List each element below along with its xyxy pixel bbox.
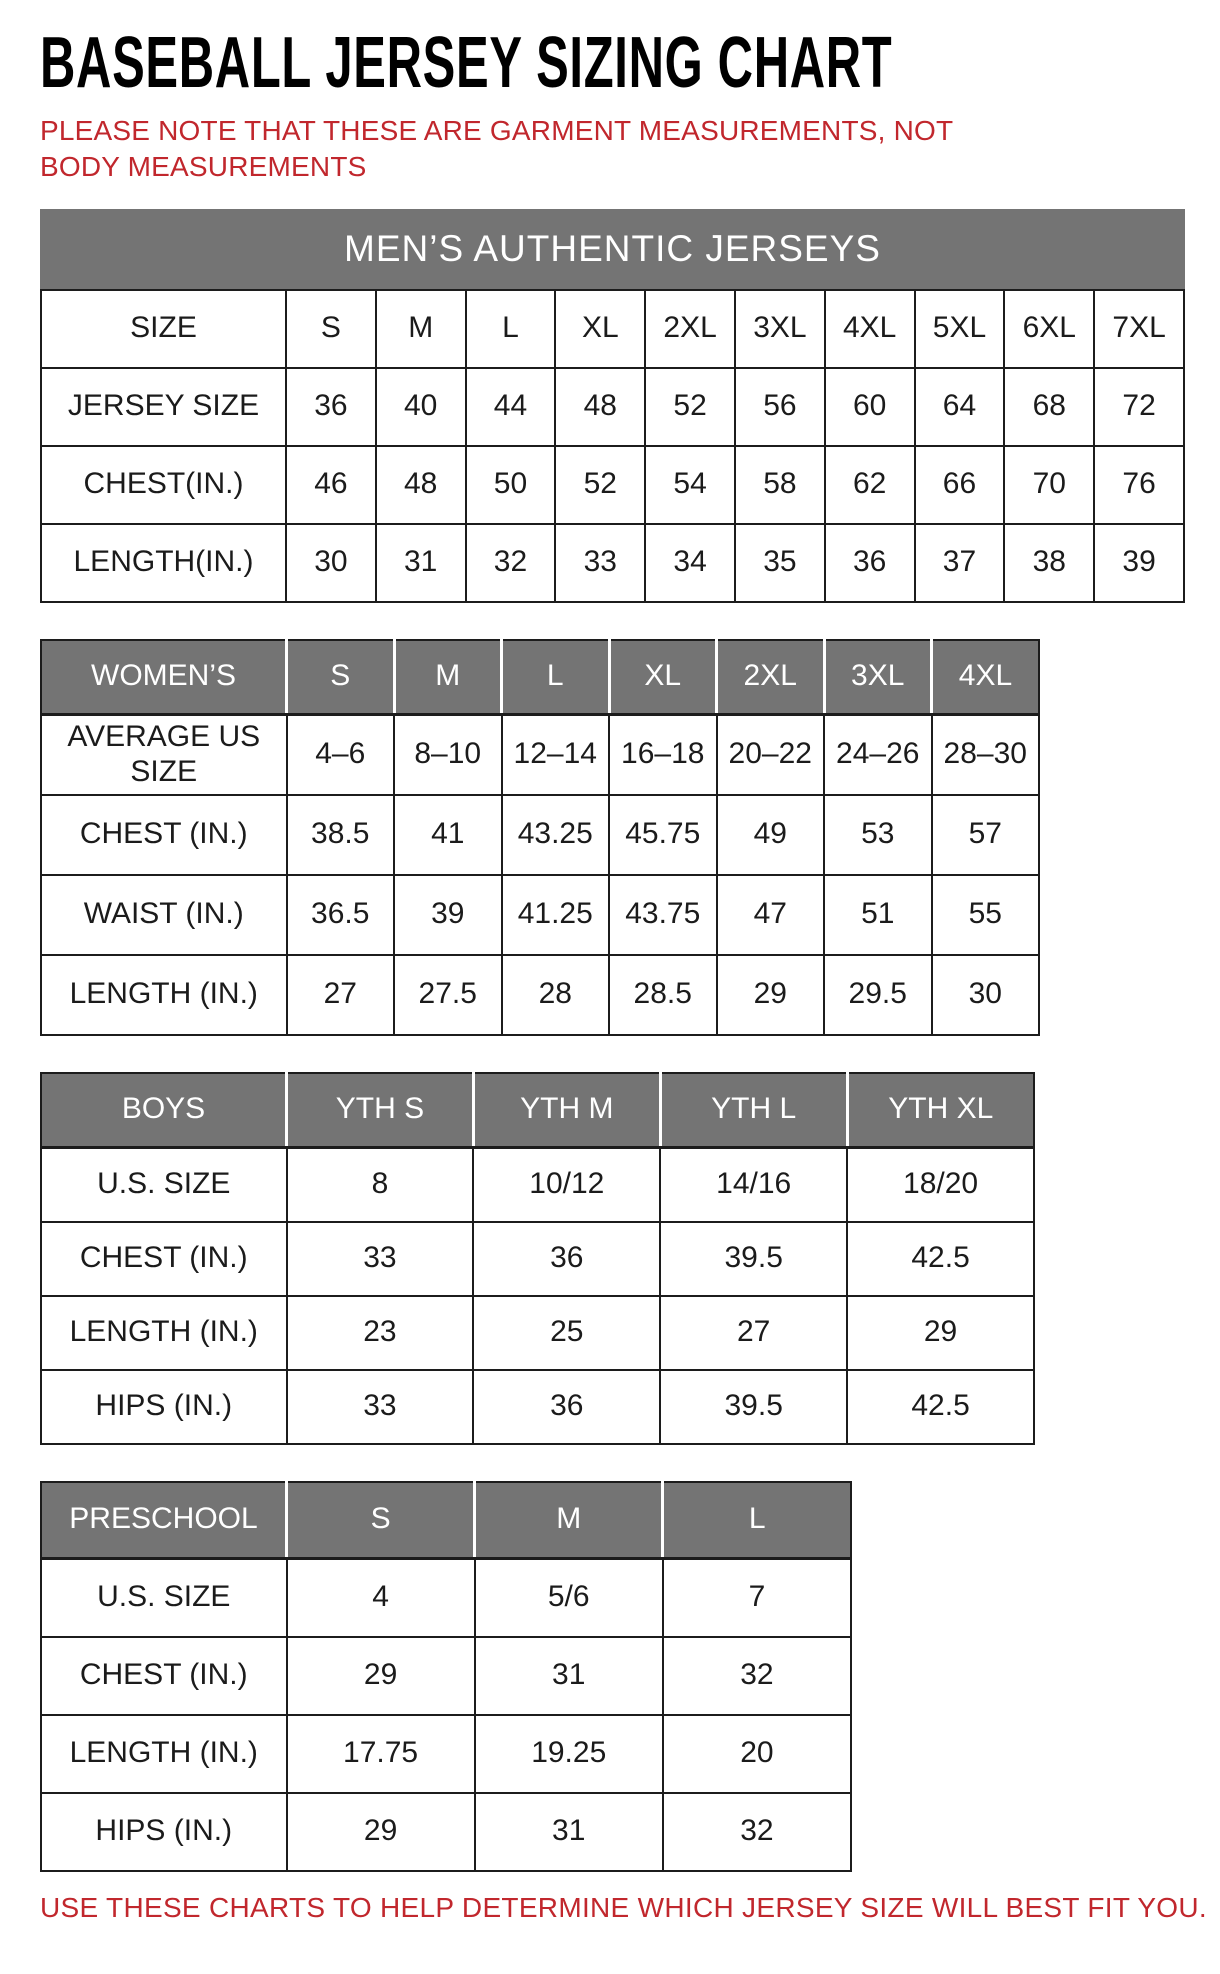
table-header-row bbox=[41, 640, 1039, 715]
value-cell: 6XL bbox=[1004, 290, 1094, 368]
value-cell: 31 bbox=[475, 1637, 663, 1715]
value-cell: 36 bbox=[473, 1370, 660, 1444]
value-cell: 76 bbox=[1094, 446, 1184, 524]
table-row bbox=[41, 1222, 1034, 1296]
value-cell: 36 bbox=[825, 524, 915, 602]
mens-sizing-table bbox=[40, 289, 1185, 603]
value-cell: 41.25 bbox=[502, 875, 610, 955]
value-cell: S bbox=[286, 290, 376, 368]
header-size-cell: YTH S bbox=[287, 1073, 474, 1148]
value-cell: 72 bbox=[1094, 368, 1184, 446]
header-label-cell: PRESCHOOL bbox=[41, 1482, 287, 1559]
value-cell: 24–26 bbox=[824, 714, 932, 795]
womens-section bbox=[40, 639, 1220, 1036]
value-cell: 33 bbox=[287, 1370, 474, 1444]
table-row bbox=[41, 290, 1184, 368]
value-cell: 48 bbox=[555, 368, 645, 446]
value-cell: 5/6 bbox=[475, 1558, 663, 1637]
row-label-cell: CHEST(IN.) bbox=[41, 446, 286, 524]
row-label-cell: U.S. SIZE bbox=[41, 1147, 287, 1222]
value-cell: 30 bbox=[932, 955, 1040, 1035]
header-label-cell: BOYS bbox=[41, 1073, 287, 1148]
value-cell: 27.5 bbox=[394, 955, 502, 1035]
value-cell: 5XL bbox=[915, 290, 1005, 368]
page-title: BASEBALL JERSEY SIZING CHART bbox=[40, 23, 893, 103]
value-cell: 4–6 bbox=[287, 714, 395, 795]
value-cell: 29 bbox=[287, 1637, 475, 1715]
value-cell: 41 bbox=[394, 795, 502, 875]
header-size-cell: M bbox=[394, 640, 502, 715]
value-cell: 53 bbox=[824, 795, 932, 875]
value-cell: 50 bbox=[466, 446, 556, 524]
value-cell: 36.5 bbox=[287, 875, 395, 955]
header-size-cell: 4XL bbox=[932, 640, 1040, 715]
row-label-cell: U.S. SIZE bbox=[41, 1558, 287, 1637]
value-cell: 39.5 bbox=[660, 1370, 847, 1444]
table-row bbox=[41, 1370, 1034, 1444]
table-row bbox=[41, 1715, 851, 1793]
value-cell: 18/20 bbox=[847, 1147, 1034, 1222]
value-cell: 27 bbox=[660, 1296, 847, 1370]
value-cell: 43.75 bbox=[609, 875, 717, 955]
value-cell: 43.25 bbox=[502, 795, 610, 875]
mens-section bbox=[40, 209, 1220, 603]
row-label-cell: HIPS (IN.) bbox=[41, 1793, 287, 1871]
value-cell: 54 bbox=[645, 446, 735, 524]
value-cell: 10/12 bbox=[473, 1147, 660, 1222]
value-cell: 55 bbox=[932, 875, 1040, 955]
value-cell: 32 bbox=[663, 1637, 851, 1715]
value-cell: 60 bbox=[825, 368, 915, 446]
table-row bbox=[41, 875, 1039, 955]
value-cell: 45.75 bbox=[609, 795, 717, 875]
row-label-cell: LENGTH (IN.) bbox=[41, 955, 287, 1035]
value-cell: 44 bbox=[466, 368, 556, 446]
value-cell: 30 bbox=[286, 524, 376, 602]
row-label-cell: CHEST (IN.) bbox=[41, 795, 287, 875]
value-cell: 16–18 bbox=[609, 714, 717, 795]
value-cell: 62 bbox=[825, 446, 915, 524]
value-cell: 14/16 bbox=[660, 1147, 847, 1222]
value-cell: 68 bbox=[1004, 368, 1094, 446]
row-label-cell: AVERAGE US SIZE bbox=[41, 714, 287, 795]
value-cell: 27 bbox=[287, 955, 395, 1035]
value-cell: 38.5 bbox=[287, 795, 395, 875]
womens-sizing-table bbox=[40, 639, 1040, 1036]
value-cell: 20 bbox=[663, 1715, 851, 1793]
value-cell: 57 bbox=[932, 795, 1040, 875]
row-label-cell: LENGTH (IN.) bbox=[41, 1296, 287, 1370]
value-cell: 34 bbox=[645, 524, 735, 602]
table-row bbox=[41, 1296, 1034, 1370]
row-label-cell: JERSEY SIZE bbox=[41, 368, 286, 446]
header-size-cell: YTH M bbox=[473, 1073, 660, 1148]
table-row bbox=[41, 446, 1184, 524]
value-cell: 38 bbox=[1004, 524, 1094, 602]
value-cell: 47 bbox=[717, 875, 825, 955]
value-cell: 8 bbox=[287, 1147, 474, 1222]
value-cell: 42.5 bbox=[847, 1222, 1034, 1296]
header-size-cell: 2XL bbox=[717, 640, 825, 715]
row-label-cell: CHEST (IN.) bbox=[41, 1222, 287, 1296]
table-row bbox=[41, 795, 1039, 875]
value-cell: 7XL bbox=[1094, 290, 1184, 368]
header-size-cell: YTH XL bbox=[847, 1073, 1034, 1148]
header-label-cell: WOMEN’S bbox=[41, 640, 287, 715]
value-cell: 20–22 bbox=[717, 714, 825, 795]
header-size-cell: S bbox=[287, 640, 395, 715]
value-cell: 58 bbox=[735, 446, 825, 524]
row-label-cell: LENGTH(IN.) bbox=[41, 524, 286, 602]
header-size-cell: YTH L bbox=[660, 1073, 847, 1148]
header-size-cell: M bbox=[475, 1482, 663, 1559]
value-cell: 51 bbox=[824, 875, 932, 955]
value-cell: 39 bbox=[1094, 524, 1184, 602]
value-cell: 12–14 bbox=[502, 714, 610, 795]
value-cell: 23 bbox=[287, 1296, 474, 1370]
table-row bbox=[41, 368, 1184, 446]
value-cell: 37 bbox=[915, 524, 1005, 602]
value-cell: 19.25 bbox=[475, 1715, 663, 1793]
value-cell: 28.5 bbox=[609, 955, 717, 1035]
value-cell: 33 bbox=[287, 1222, 474, 1296]
value-cell: 42.5 bbox=[847, 1370, 1034, 1444]
value-cell: 25 bbox=[473, 1296, 660, 1370]
value-cell: 29 bbox=[847, 1296, 1034, 1370]
header-size-cell: S bbox=[287, 1482, 475, 1559]
value-cell: 32 bbox=[663, 1793, 851, 1871]
value-cell: 29 bbox=[287, 1793, 475, 1871]
table-row bbox=[41, 1793, 851, 1871]
garment-measurements-note: PLEASE NOTE THAT THESE ARE GARMENT MEASUREMENTS, NOT BODY MEASUREMENTS bbox=[40, 114, 953, 182]
value-cell: 66 bbox=[915, 446, 1005, 524]
value-cell: 31 bbox=[376, 524, 466, 602]
value-cell: 2XL bbox=[645, 290, 735, 368]
value-cell: 17.75 bbox=[287, 1715, 475, 1793]
value-cell: 40 bbox=[376, 368, 466, 446]
table-row bbox=[41, 955, 1039, 1035]
row-label-cell: SIZE bbox=[41, 290, 286, 368]
value-cell: 70 bbox=[1004, 446, 1094, 524]
value-cell: 32 bbox=[466, 524, 556, 602]
table-row bbox=[41, 1558, 851, 1637]
boys-section bbox=[40, 1072, 1220, 1445]
table-row bbox=[41, 524, 1184, 602]
value-cell: 64 bbox=[915, 368, 1005, 446]
value-cell: L bbox=[466, 290, 556, 368]
value-cell: 29 bbox=[717, 955, 825, 1035]
table-row bbox=[41, 1147, 1034, 1222]
value-cell: 46 bbox=[286, 446, 376, 524]
header-size-cell: 3XL bbox=[824, 640, 932, 715]
row-label-cell: HIPS (IN.) bbox=[41, 1370, 287, 1444]
row-label-cell: WAIST (IN.) bbox=[41, 875, 287, 955]
value-cell: 52 bbox=[555, 446, 645, 524]
value-cell: 39.5 bbox=[660, 1222, 847, 1296]
mens-authentic-jerseys-banner: MEN’S AUTHENTIC JERSEYS bbox=[40, 209, 1185, 289]
row-label-cell: CHEST (IN.) bbox=[41, 1637, 287, 1715]
value-cell: 35 bbox=[735, 524, 825, 602]
header-size-cell: L bbox=[663, 1482, 851, 1559]
value-cell: 49 bbox=[717, 795, 825, 875]
value-cell: 39 bbox=[394, 875, 502, 955]
value-cell: 36 bbox=[473, 1222, 660, 1296]
value-cell: 33 bbox=[555, 524, 645, 602]
value-cell: 31 bbox=[475, 1793, 663, 1871]
value-cell: 4 bbox=[287, 1558, 475, 1637]
value-cell: 8–10 bbox=[394, 714, 502, 795]
value-cell: 48 bbox=[376, 446, 466, 524]
table-header-row bbox=[41, 1482, 851, 1559]
footer-note: USE THESE CHARTS TO HELP DETERMINE WHICH JERSEY SIZE WILL BEST FIT YOU. bbox=[40, 1891, 1207, 1923]
value-cell: 28 bbox=[502, 955, 610, 1035]
value-cell: 4XL bbox=[825, 290, 915, 368]
table-row bbox=[41, 714, 1039, 795]
table-row bbox=[41, 1637, 851, 1715]
boys-sizing-table bbox=[40, 1072, 1035, 1445]
value-cell: 29.5 bbox=[824, 955, 932, 1035]
value-cell: 28–30 bbox=[932, 714, 1040, 795]
value-cell: 52 bbox=[645, 368, 735, 446]
value-cell: 3XL bbox=[735, 290, 825, 368]
value-cell: 36 bbox=[286, 368, 376, 446]
value-cell: 56 bbox=[735, 368, 825, 446]
value-cell: XL bbox=[555, 290, 645, 368]
table-header-row bbox=[41, 1073, 1034, 1148]
preschool-section bbox=[40, 1481, 1220, 1872]
header-size-cell: XL bbox=[609, 640, 717, 715]
row-label-cell: LENGTH (IN.) bbox=[41, 1715, 287, 1793]
value-cell: M bbox=[376, 290, 466, 368]
value-cell: 7 bbox=[663, 1558, 851, 1637]
preschool-sizing-table bbox=[40, 1481, 852, 1872]
header-size-cell: L bbox=[502, 640, 610, 715]
